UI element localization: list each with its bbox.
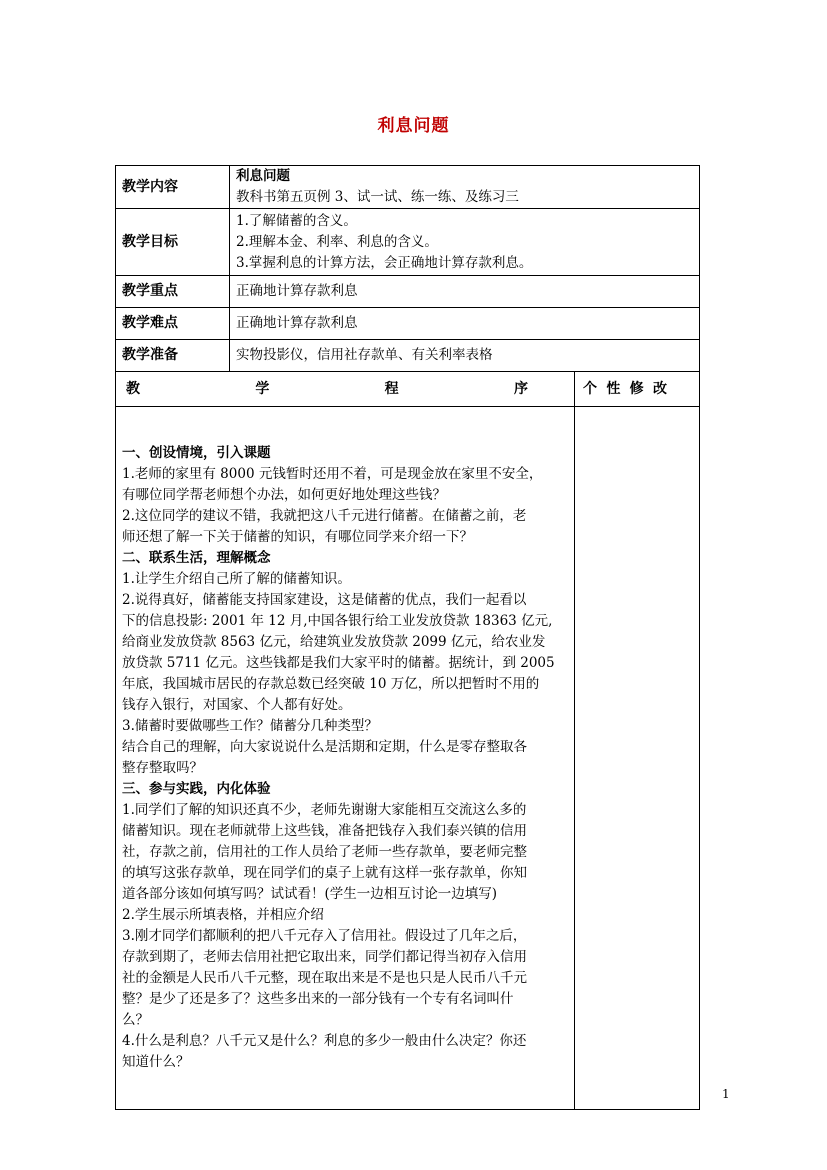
row-preparation	[116, 340, 700, 372]
procedure-line: 下的信息投影: 2001 年 12 月,中国各银行给工业发放贷款 18363 亿元,	[122, 613, 553, 629]
value-difficulty: 正确地计算存款利息	[230, 308, 700, 340]
value-content	[230, 166, 700, 209]
procedure-line: 整？是少了还是多了？这些多出来的一部分钱有一个专有名词叫什	[122, 991, 514, 1007]
value-focus: 正确地计算存款利息	[230, 276, 700, 308]
procedure-line: 年底，我国城市居民的存款总数已经突破 10 万亿，所以把暂时不用的	[122, 676, 540, 692]
procedure-body	[116, 407, 575, 1110]
section-heading: 三、参与实践，内化体验	[122, 781, 271, 797]
procedure-line: 2.说得真好，储蓄能支持国家建设，这是储蓄的优点，我们一起看以	[122, 592, 527, 608]
procedure-line: 的填写这张存款单，现在同学们的桌子上就有这样一张存款单，你知	[122, 865, 527, 881]
procedure-line: 储蓄知识。现在老师就带上这些钱，准备把钱存入我们泰兴镇的信用	[122, 823, 527, 839]
lesson-plan-table	[115, 165, 700, 1110]
procedure-body-row	[116, 407, 700, 1110]
procedure-line: 1.同学们了解的知识还真不少，老师先谢谢大家能相互交流这么多的	[122, 802, 527, 818]
revision-header-char: 性	[606, 380, 621, 397]
row-difficulty	[116, 308, 700, 340]
label-content: 教学内容	[116, 166, 230, 209]
label-preparation: 教学准备	[116, 340, 230, 372]
row-content	[116, 166, 700, 209]
label-goals: 教学目标	[116, 209, 230, 276]
procedure-header-char: 程	[384, 380, 399, 397]
procedure-line: 存款到期了，老师去信用社把它取出来，同学们都记得当初存入信用	[122, 949, 527, 965]
label-focus: 教学重点	[116, 276, 230, 308]
goal-line: 3.掌握利息的计算方法，会正确地计算存款利息。	[236, 254, 533, 271]
document-title: 利息问题	[377, 116, 450, 136]
revision-header-char: 个	[583, 380, 597, 397]
procedure-line: 道各部分该如何填写吗？试试看！(学生一边相互讨论一边填写)	[122, 886, 498, 902]
revision-header-char: 改	[652, 380, 667, 397]
goal-line: 1.了解储蓄的含义。	[236, 212, 357, 229]
value-goals	[230, 209, 700, 276]
procedure-line: 么？	[122, 1012, 149, 1028]
procedure-line: 放贷款 5711 亿元。这些钱都是我们大家平时的储蓄。据统计，到 2005	[122, 655, 555, 671]
procedure-line: 3.储蓄时要做哪些工作？储蓄分几种类型？	[122, 718, 378, 734]
procedure-header	[116, 372, 575, 407]
procedure-line: 钱存入银行，对国家、个人都有好处。	[122, 697, 352, 713]
procedure-line: 有哪位同学帮老师想个办法，如何更好地处理这些钱？	[122, 487, 446, 503]
procedure-line: 结合自己的理解，向大家说说什么是活期和定期，什么是零存整取各	[122, 739, 527, 755]
content-line: 利息问题	[236, 168, 290, 184]
procedure-line: 知道什么？	[122, 1054, 190, 1070]
revision-column	[575, 407, 700, 1110]
label-difficulty: 教学难点	[116, 308, 230, 340]
section-heading: 一、创设情境，引入课题	[122, 445, 271, 461]
revision-header-char: 修	[629, 380, 644, 397]
goal-line: 2.理解本金、利率、利息的含义。	[236, 233, 438, 250]
procedure-line: 社，存款之前，信用社的工作人员给了老师一些存款单，要老师完整	[122, 844, 527, 860]
procedure-line: 2.学生展示所填表格，并相应介绍	[122, 907, 324, 923]
procedure-line: 3.刚才同学们都顺利的把八千元存入了信用社。假设过了几年之后，	[122, 928, 527, 944]
procedure-line: 4.什么是利息？八千元又是什么？利息的多少一般由什么决定？你还	[122, 1033, 527, 1049]
procedure-line: 整存整取吗？	[122, 760, 203, 776]
procedure-header-char: 教	[126, 380, 140, 397]
procedure-line: 2.这位同学的建议不错，我就把这八千元进行储蓄。在储蓄之前，老	[122, 508, 527, 524]
procedure-line: 师还想了解一下关于储蓄的知识，有哪位同学来介绍一下？	[122, 529, 473, 545]
page-number: 1	[722, 1087, 730, 1101]
value-preparation: 实物投影仪，信用社存款单、有关利率表格	[230, 340, 700, 372]
revision-header	[575, 372, 700, 407]
procedure-line: 社的金额是人民币八千元整，现在取出来是不是也只是人民币八千元	[122, 970, 527, 986]
section-heading: 二、联系生活，理解概念	[122, 550, 271, 566]
row-goals	[116, 209, 700, 276]
procedure-header-row	[116, 372, 700, 407]
procedure-line: 1.让学生介绍自己所了解的储蓄知识。	[122, 571, 351, 587]
procedure-header-char: 序	[513, 380, 528, 397]
content-line: 教科书第五页例 3、试一试、练一练、及练习三	[236, 189, 519, 205]
procedure-header-char: 学	[255, 380, 270, 397]
row-focus	[116, 276, 700, 308]
procedure-line: 1.老师的家里有 8000 元钱暂时还用不着，可是现金放在家里不安全，	[122, 466, 543, 482]
procedure-line: 给商业发放贷款 8563 亿元，给建筑业发放贷款 2099 亿元，给农业发	[122, 634, 546, 650]
